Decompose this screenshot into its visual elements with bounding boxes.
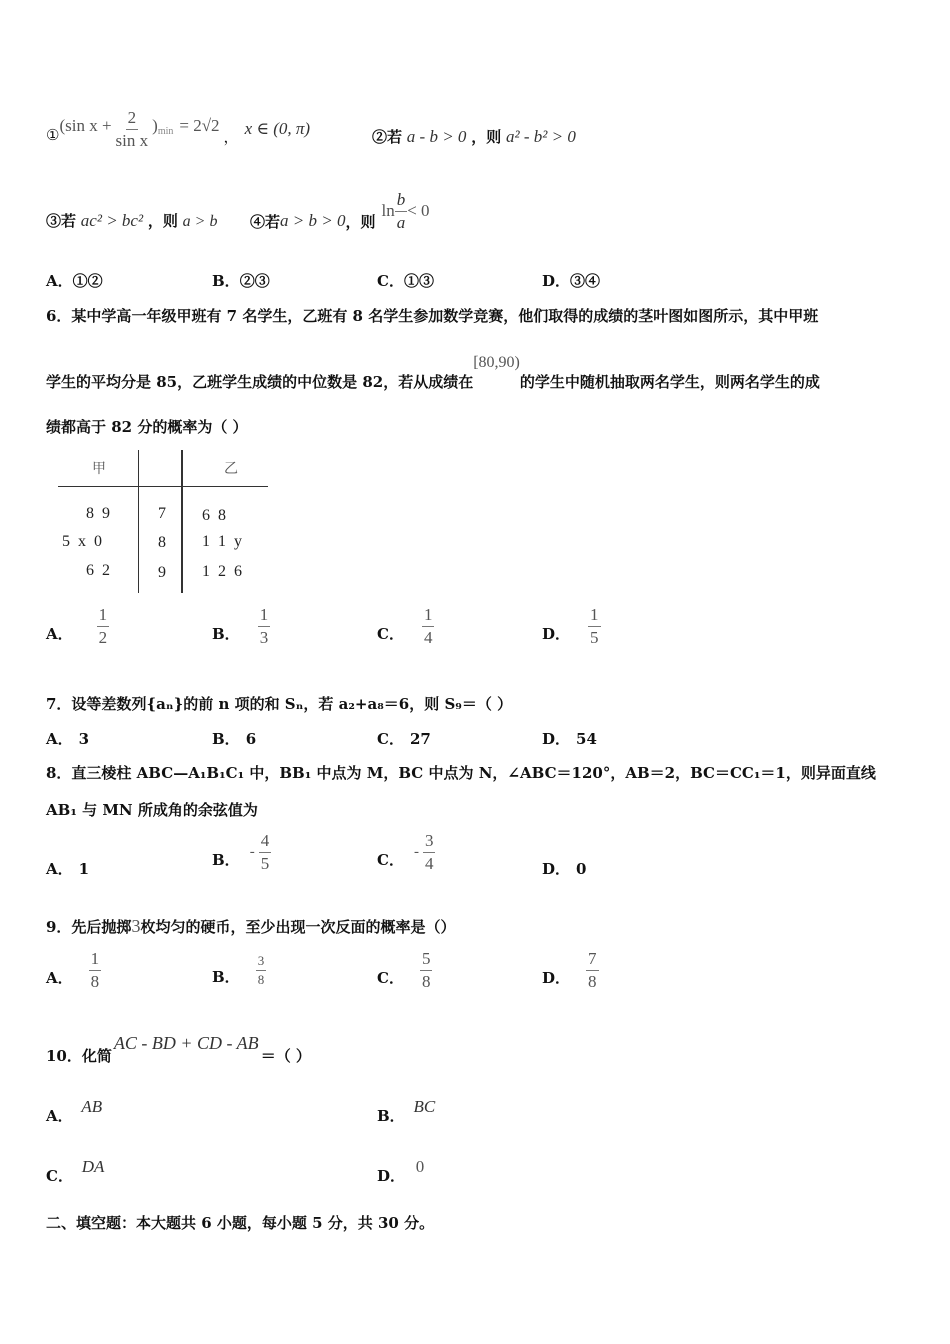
q5-item2-then: ，则: [471, 128, 502, 146]
q9-option-a[interactable]: [46, 950, 101, 991]
q6-line3: 绩都高于 82 分的概率为（ ）: [46, 418, 248, 436]
q10-option-d[interactable]: [377, 1156, 425, 1185]
q5-item3-then: ，则: [147, 212, 178, 230]
section2-heading: 二、填空题：本大题共 6 小题，每小题 5 分，共 30 分。: [46, 1214, 435, 1232]
table-head-left: 甲: [92, 461, 106, 477]
q10-text-b: ＝（ ）: [260, 1047, 311, 1065]
q5-expr1-comma: ，: [223, 127, 239, 146]
q9-option-c-label: C．: [377, 969, 404, 987]
table-row-3-stem: 9: [158, 564, 166, 581]
q5-option-a-label: A．: [46, 272, 73, 290]
q6-option-a[interactable]: [46, 606, 109, 647]
q9-option-b[interactable]: [212, 954, 266, 987]
q5-item4-then: ，则: [345, 212, 376, 231]
q6-option-d[interactable]: [542, 606, 601, 647]
q9-option-d-fraction: [586, 950, 599, 991]
q10-option-c[interactable]: [46, 1156, 105, 1185]
table-head-right: 乙: [224, 461, 238, 477]
q5-option-b-label: B．: [212, 272, 240, 290]
q5-option-d[interactable]: [542, 270, 600, 291]
q10-option-c-label: C．: [46, 1167, 73, 1185]
q9-text-b: 枚均匀的硬币，至少出现一次反面的概率是（）: [140, 918, 456, 936]
q8-option-c-label: C．: [377, 851, 404, 869]
q5-item2: [372, 126, 576, 147]
q10-option-b-label: B．: [377, 1107, 405, 1125]
q10-text: [46, 1033, 311, 1066]
q8-option-b-num: 4: [259, 832, 272, 853]
table-row-2-stem: 8: [158, 534, 166, 551]
table-row-1-right: 6 8: [202, 507, 226, 524]
q5-option-d-text: ③④: [570, 272, 601, 290]
q8-option-b-sign: -: [249, 844, 255, 860]
q6-line2: [46, 352, 820, 392]
q5-item4-fraction: [395, 191, 408, 232]
q8-line2: AB₁ 与 MN 所成角的余弦值为: [46, 801, 258, 819]
q8-option-c-fraction: [423, 832, 436, 873]
q6-option-d-fraction: [588, 606, 601, 647]
q5-option-d-label: D．: [542, 272, 571, 290]
q8-line1: 8．直三棱柱 ABC—A₁B₁C₁ 中，BB₁ 中点为 M，BC 中点为 N，∠ABC＝120°，AB＝2，BC＝CC₁＝1，则异面直线: [46, 764, 876, 782]
q10-text-a: 10．化简: [46, 1047, 112, 1065]
q6-line2-b: 的学生中随机抽取两名学生，则两名学生的成: [519, 373, 820, 391]
q8-option-a[interactable]: [46, 858, 89, 879]
q7-option-c-text: 27: [409, 730, 431, 748]
q9-text-num: 3: [131, 916, 141, 936]
q10-option-b-text: BC: [413, 1097, 436, 1116]
q6-interval: [80,90): [473, 354, 520, 371]
q6-option-a-label: A．: [46, 625, 73, 643]
q5-item2-cond: a - b > 0: [406, 127, 467, 146]
q9-option-c-den: 8: [421, 972, 431, 991]
q10-option-d-text: 0: [415, 1157, 425, 1176]
stem-leaf-table: [56, 450, 270, 595]
q5-item4-num: b: [395, 191, 408, 212]
q5-item4-res: < 0: [407, 201, 430, 220]
q6-option-c-den: 4: [423, 628, 433, 647]
q6-option-b-fraction: [258, 606, 271, 647]
q8-option-b-label: B．: [212, 851, 240, 869]
q7-option-d-label: D．: [542, 730, 571, 748]
q8-option-a-label: A．: [46, 860, 73, 878]
q8-option-c[interactable]: [377, 832, 435, 873]
q7-option-c-label: C．: [377, 730, 404, 748]
table-row-3-right: 1 2 6: [202, 563, 242, 580]
q7-option-b-label: B．: [212, 730, 240, 748]
q9-option-c[interactable]: [377, 950, 432, 991]
q5-item1: [46, 104, 310, 154]
q5-option-c[interactable]: [377, 270, 434, 291]
table-row-2-left: 5 x 0: [62, 533, 102, 550]
q6-line1: 6．某中学高一年级甲班有 7 名学生，乙班有 8 名学生参加数学竞赛，他们取得的成绩的茎叶图如图所示，其中甲班: [46, 307, 819, 325]
q7-option-d-text: 54: [576, 730, 597, 748]
q9-option-b-label: B．: [212, 968, 240, 986]
q5-item3-cond: ac² > bc²: [80, 211, 144, 230]
q8-option-d-label: D．: [542, 860, 571, 878]
q5-item2-res: a² - b² > 0: [506, 127, 576, 146]
q9-option-a-fraction: [89, 950, 102, 991]
q5-option-a[interactable]: [46, 270, 103, 291]
q7-option-b-text: 6: [245, 730, 257, 748]
q9-text: [46, 916, 455, 937]
q9-option-c-fraction: [420, 950, 433, 991]
q6-option-a-den: 2: [98, 628, 108, 647]
q9-option-d-den: 8: [588, 972, 597, 991]
q5-expr1-num: 2: [126, 109, 139, 130]
q6-option-b-den: 3: [259, 628, 269, 647]
q9-option-d-label: D．: [542, 969, 571, 987]
q10-option-a[interactable]: [46, 1096, 103, 1125]
q5-item4-ln: ln: [381, 201, 395, 220]
q5-expr1-domain: x ∈ (0, π): [244, 119, 311, 138]
q6-line2-a: 学生的平均分是 85，乙班学生成绩的中位数是 82，若从成绩在: [46, 373, 474, 391]
q5-item3-prefix: ③若: [46, 212, 77, 230]
q8-option-a-text: 1: [78, 860, 90, 878]
q5-option-b[interactable]: [212, 270, 270, 291]
q7-option-a[interactable]: [46, 728, 89, 749]
q8-option-c-num: 3: [423, 832, 436, 853]
q10-option-a-text: AB: [81, 1097, 103, 1116]
q5-item1-prefix: ①: [46, 126, 60, 144]
q9-text-a: 9．先后抛掷: [46, 918, 132, 936]
q8-option-c-den: 4: [424, 854, 434, 873]
q5-option-b-text: ②③: [239, 272, 270, 290]
q6-option-b-label: B．: [212, 625, 240, 643]
q5-expr1-sub: min: [157, 125, 174, 137]
q9-option-a-num: 1: [89, 950, 102, 971]
q5-item3: [46, 210, 217, 231]
q8-option-d-text: 0: [576, 860, 587, 878]
q6-option-d-den: 5: [590, 628, 599, 647]
table-row-1-stem: 7: [158, 505, 166, 522]
q5-expr1-close: ): [152, 116, 158, 135]
q10-option-d-label: D．: [377, 1167, 406, 1185]
q5-option-c-label: C．: [377, 272, 404, 290]
q6-option-c-label: C．: [377, 625, 404, 643]
q6-option-a-num: 1: [97, 606, 110, 627]
q9-option-d-num: 7: [586, 950, 599, 971]
q5-item4-den: a: [396, 212, 406, 232]
q10-option-c-text: DA: [81, 1157, 105, 1176]
q6-option-c-fraction: [422, 606, 435, 647]
q10-option-b[interactable]: [377, 1096, 436, 1125]
q7-text: 7．设等差数列{aₙ}的前 n 项的和 Sₙ，若 a₂+a₈＝6，则 S₉＝（ ）: [46, 695, 513, 713]
q9-option-d[interactable]: [542, 950, 599, 991]
q8-option-b[interactable]: [212, 832, 271, 873]
q9-option-c-num: 5: [420, 950, 433, 971]
q6-option-d-label: D．: [542, 625, 571, 643]
q6-option-a-fraction: [97, 606, 110, 647]
q7-option-b[interactable]: [212, 728, 256, 749]
q9-option-a-den: 8: [90, 972, 100, 991]
q5-item4-cond: a > b > 0: [280, 211, 346, 230]
q7-option-c[interactable]: [377, 728, 431, 749]
q5-item4-prefix: ④若: [250, 212, 281, 231]
q8-option-c-sign: -: [413, 844, 419, 860]
q5-expr1-text: (sin x +: [59, 116, 112, 135]
q7-option-a-label: A．: [46, 730, 73, 748]
q5-item2-prefix: ②若: [372, 128, 403, 146]
q5-option-a-text: ①②: [72, 272, 103, 290]
q10-expr: AC - BD + CD - AB: [113, 1033, 259, 1053]
q6-option-b-num: 1: [258, 606, 271, 627]
q8-option-b-fraction: [259, 832, 272, 873]
q6-option-b[interactable]: [212, 606, 270, 647]
q9-option-b-num: 3: [256, 954, 267, 971]
table-row-2-right: 1 1 y: [202, 533, 242, 550]
q7-option-a-text: 3: [78, 730, 90, 748]
q5-item3-res: a > b: [182, 213, 218, 230]
q8-option-b-den: 5: [260, 854, 270, 873]
table-row-3-left: 6 2: [86, 562, 110, 579]
q6-option-c[interactable]: [377, 606, 434, 647]
q5-item4: [250, 186, 430, 236]
q5-option-c-text: ①③: [403, 272, 434, 290]
table-row-1-left: 8 9: [86, 505, 110, 522]
q9-option-a-label: A．: [46, 969, 73, 987]
q6-option-d-num: 1: [588, 606, 601, 627]
q7-option-d[interactable]: [542, 728, 597, 749]
q6-option-c-num: 1: [422, 606, 435, 627]
q8-option-d[interactable]: [542, 858, 586, 879]
q5-expr1-fraction: [114, 109, 151, 150]
q9-option-b-fraction: [256, 954, 267, 987]
q9-option-b-den: 8: [257, 972, 265, 987]
q5-expr1-den: sin x: [115, 130, 149, 150]
q5-expr1-eq: = 2√2: [179, 116, 220, 135]
q10-option-a-label: A．: [46, 1107, 73, 1125]
